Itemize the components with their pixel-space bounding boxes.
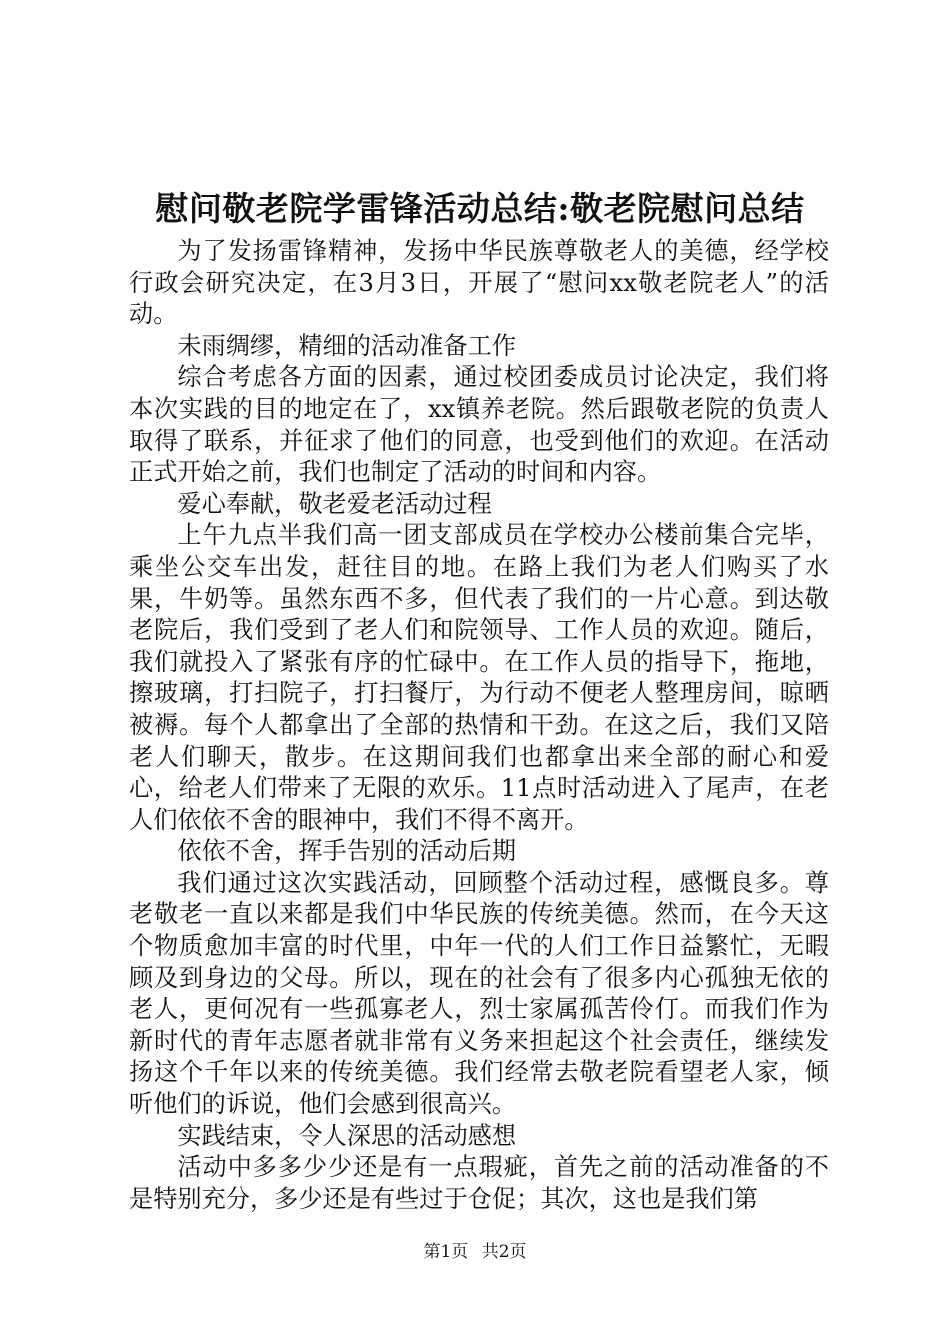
section-heading: 实践结束，令人深思的活动感想	[177, 1121, 517, 1150]
page-number: 第1页	[423, 1242, 469, 1262]
section-heading: 爱心奉献，敬老爱老活动过程	[177, 489, 492, 518]
body-paragraph: 为了发扬雷锋精神，发扬中华民族尊敬老人的美德，经学校行政会研究决定，在3月3日，开展了“慰问xx敬老院老人”的活动。	[129, 237, 829, 329]
document-title: 慰问敬老院学雷锋活动总结:敬老院慰问总结	[155, 189, 805, 228]
body-paragraph: 我们通过这次实践活动，回顾整个活动过程，感慨良多。尊老敬老一直以来都是我们中华民族的传统美德。然而，在今天这个物质愈加丰富的时代里，中年一代的人们工作日益繁忙，无暇顾及到身边的父母。所以，现在的社会有了很多内心孤独无依的老人，更何况有一些孤寡老人，烈士家属孤苦伶仃。而我们作为新时代的青年志愿者就非常有义务来担起这个社会责任，继续发扬这个千年以来的传统美德。我们经常去敬老院看望老人家，倾听他们的诉说，他们会感到很高兴。	[129, 868, 829, 1119]
body-paragraph: 上午九点半我们高一团支部成员在学校办公楼前集合完毕，乘坐公交车出发，赶往目的地。在路上我们为老人们购买了水果，牛奶等。虽然东西不多，但代表了我们的一片心意。到达敬老院后，我们受到了老人们和院领导、工作人员的欢迎。随后，我们就投入了紧张有序的忙碌中。在工作人员的指导下，拖地，擦玻璃，打扫院子，打扫餐厅，为行动不便老人整理房间，晾晒被褥。每个人都拿出了全部的热情和干劲。在这之后，我们又陪老人们聊天，散步。在这期间我们也都拿出来全部的耐心和爱心，给老人们带来了无限的欢乐。11点时活动进入了尾声，在老人们依依不舍的眼神中，我们不得不离开。	[129, 521, 829, 834]
document-body	[129, 236, 829, 1215]
page-total: 共2页	[481, 1242, 527, 1262]
body-paragraph: 活动中多多少少还是有一点瑕疵，首先之前的活动准备的不是特别充分，多少还是有些过于仓促；其次，这也是我们第	[129, 1153, 829, 1213]
section-heading: 未雨绸缪，精细的活动准备工作	[177, 331, 517, 360]
section-heading: 依依不舍，挥手告别的活动后期	[177, 837, 517, 866]
body-paragraph: 综合考虑各方面的因素，通过校团委成员讨论决定，我们将本次实践的目的地定在了，xx镇养老院。然后跟敬老院的负责人取得了联系，并征求了他们的同意，也受到他们的欢迎。在活动正式开始之前，我们也制定了活动的时间和内容。	[129, 363, 829, 487]
page-footer	[0, 1240, 950, 1264]
